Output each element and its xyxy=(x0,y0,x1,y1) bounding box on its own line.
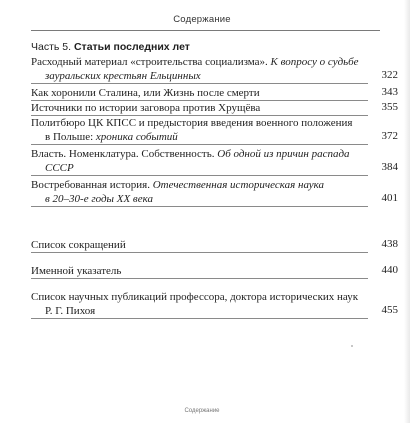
toc-page-number: 384 xyxy=(381,161,398,173)
toc-entry-title: Власть. Номенклатура. Собственность. xyxy=(31,148,218,160)
toc-entry-subtitle: хроника событий xyxy=(95,131,178,143)
toc-entry-subtitle: зауральских крестьян Ельцинных xyxy=(45,70,201,82)
toc-page-number: 440 xyxy=(381,264,398,276)
part-title: Статьи последних лет xyxy=(73,41,190,53)
toc-entry-title: Список сокращений xyxy=(31,239,126,251)
toc-entry xyxy=(31,147,398,176)
header-rule xyxy=(31,30,380,31)
toc-entry xyxy=(31,101,398,116)
toc-entry-title: Список научных публикаций профессора, доктора исторических наук xyxy=(31,291,359,303)
toc-entry-subtitle: К вопросу о судьбе xyxy=(270,56,359,68)
toc-entry-title: Именной указатель xyxy=(31,265,122,277)
toc-entry-line xyxy=(31,304,368,318)
scan-speck xyxy=(351,345,353,347)
toc-section xyxy=(31,264,398,279)
toc-entry-title: Как хоронили Сталина, или Жизнь после смерти xyxy=(31,87,260,99)
toc-page-number: 372 xyxy=(381,130,398,142)
toc-page-number: 401 xyxy=(381,192,398,204)
toc-entry xyxy=(31,55,398,84)
toc-section xyxy=(31,238,398,253)
toc-entry-line xyxy=(31,290,368,304)
toc-entry-title: в Польше: xyxy=(45,131,96,143)
toc-entry-subtitle: Отечественная историческая наука xyxy=(152,179,325,191)
toc-entry-line xyxy=(31,69,368,83)
toc-entry-line xyxy=(31,178,368,192)
toc-entry-line xyxy=(31,130,368,144)
running-footer: Содержание xyxy=(184,408,220,414)
toc-entry-line xyxy=(31,86,368,100)
toc-page-number: 355 xyxy=(381,101,398,113)
toc-entry-line xyxy=(31,55,368,69)
toc-entry-title: Расходный материал «строительства социализма». xyxy=(31,56,271,68)
toc-entry-line xyxy=(31,264,368,278)
toc-section xyxy=(31,290,398,319)
toc-entry xyxy=(31,86,398,101)
toc-entry-line xyxy=(31,147,368,161)
toc-entry-title: Источники по истории заговора против Хрущёва xyxy=(31,102,261,114)
toc-entry-title: Политбюро ЦК КПСС и предыстория введения военного положения xyxy=(31,117,353,129)
toc-page-number: 455 xyxy=(381,304,398,316)
toc-entry-line xyxy=(31,238,368,252)
toc-page-number: 343 xyxy=(381,86,398,98)
toc-entry-line xyxy=(31,161,368,175)
toc-entry-line xyxy=(31,192,368,206)
toc-entry-subtitle: в 20–30-е годы XX века xyxy=(45,193,153,205)
toc-entry-subtitle: СССР xyxy=(45,162,74,174)
toc-entry xyxy=(31,178,398,207)
toc-entry-subtitle: Об одной из причин распада xyxy=(217,148,350,160)
toc-entry-line xyxy=(31,101,368,115)
toc-entry-title: Р. Г. Пихоя xyxy=(45,305,96,317)
running-header: Содержание xyxy=(173,14,231,25)
page-edge-shadow xyxy=(404,0,410,423)
part-heading xyxy=(31,41,190,53)
toc-entry-title: Востребованная история. xyxy=(31,179,153,191)
part-number: Часть 5. xyxy=(31,41,74,53)
toc-entry-line xyxy=(31,116,368,130)
toc-entry xyxy=(31,116,398,145)
toc-page-number: 322 xyxy=(381,69,398,81)
toc-page-number: 438 xyxy=(381,238,398,250)
